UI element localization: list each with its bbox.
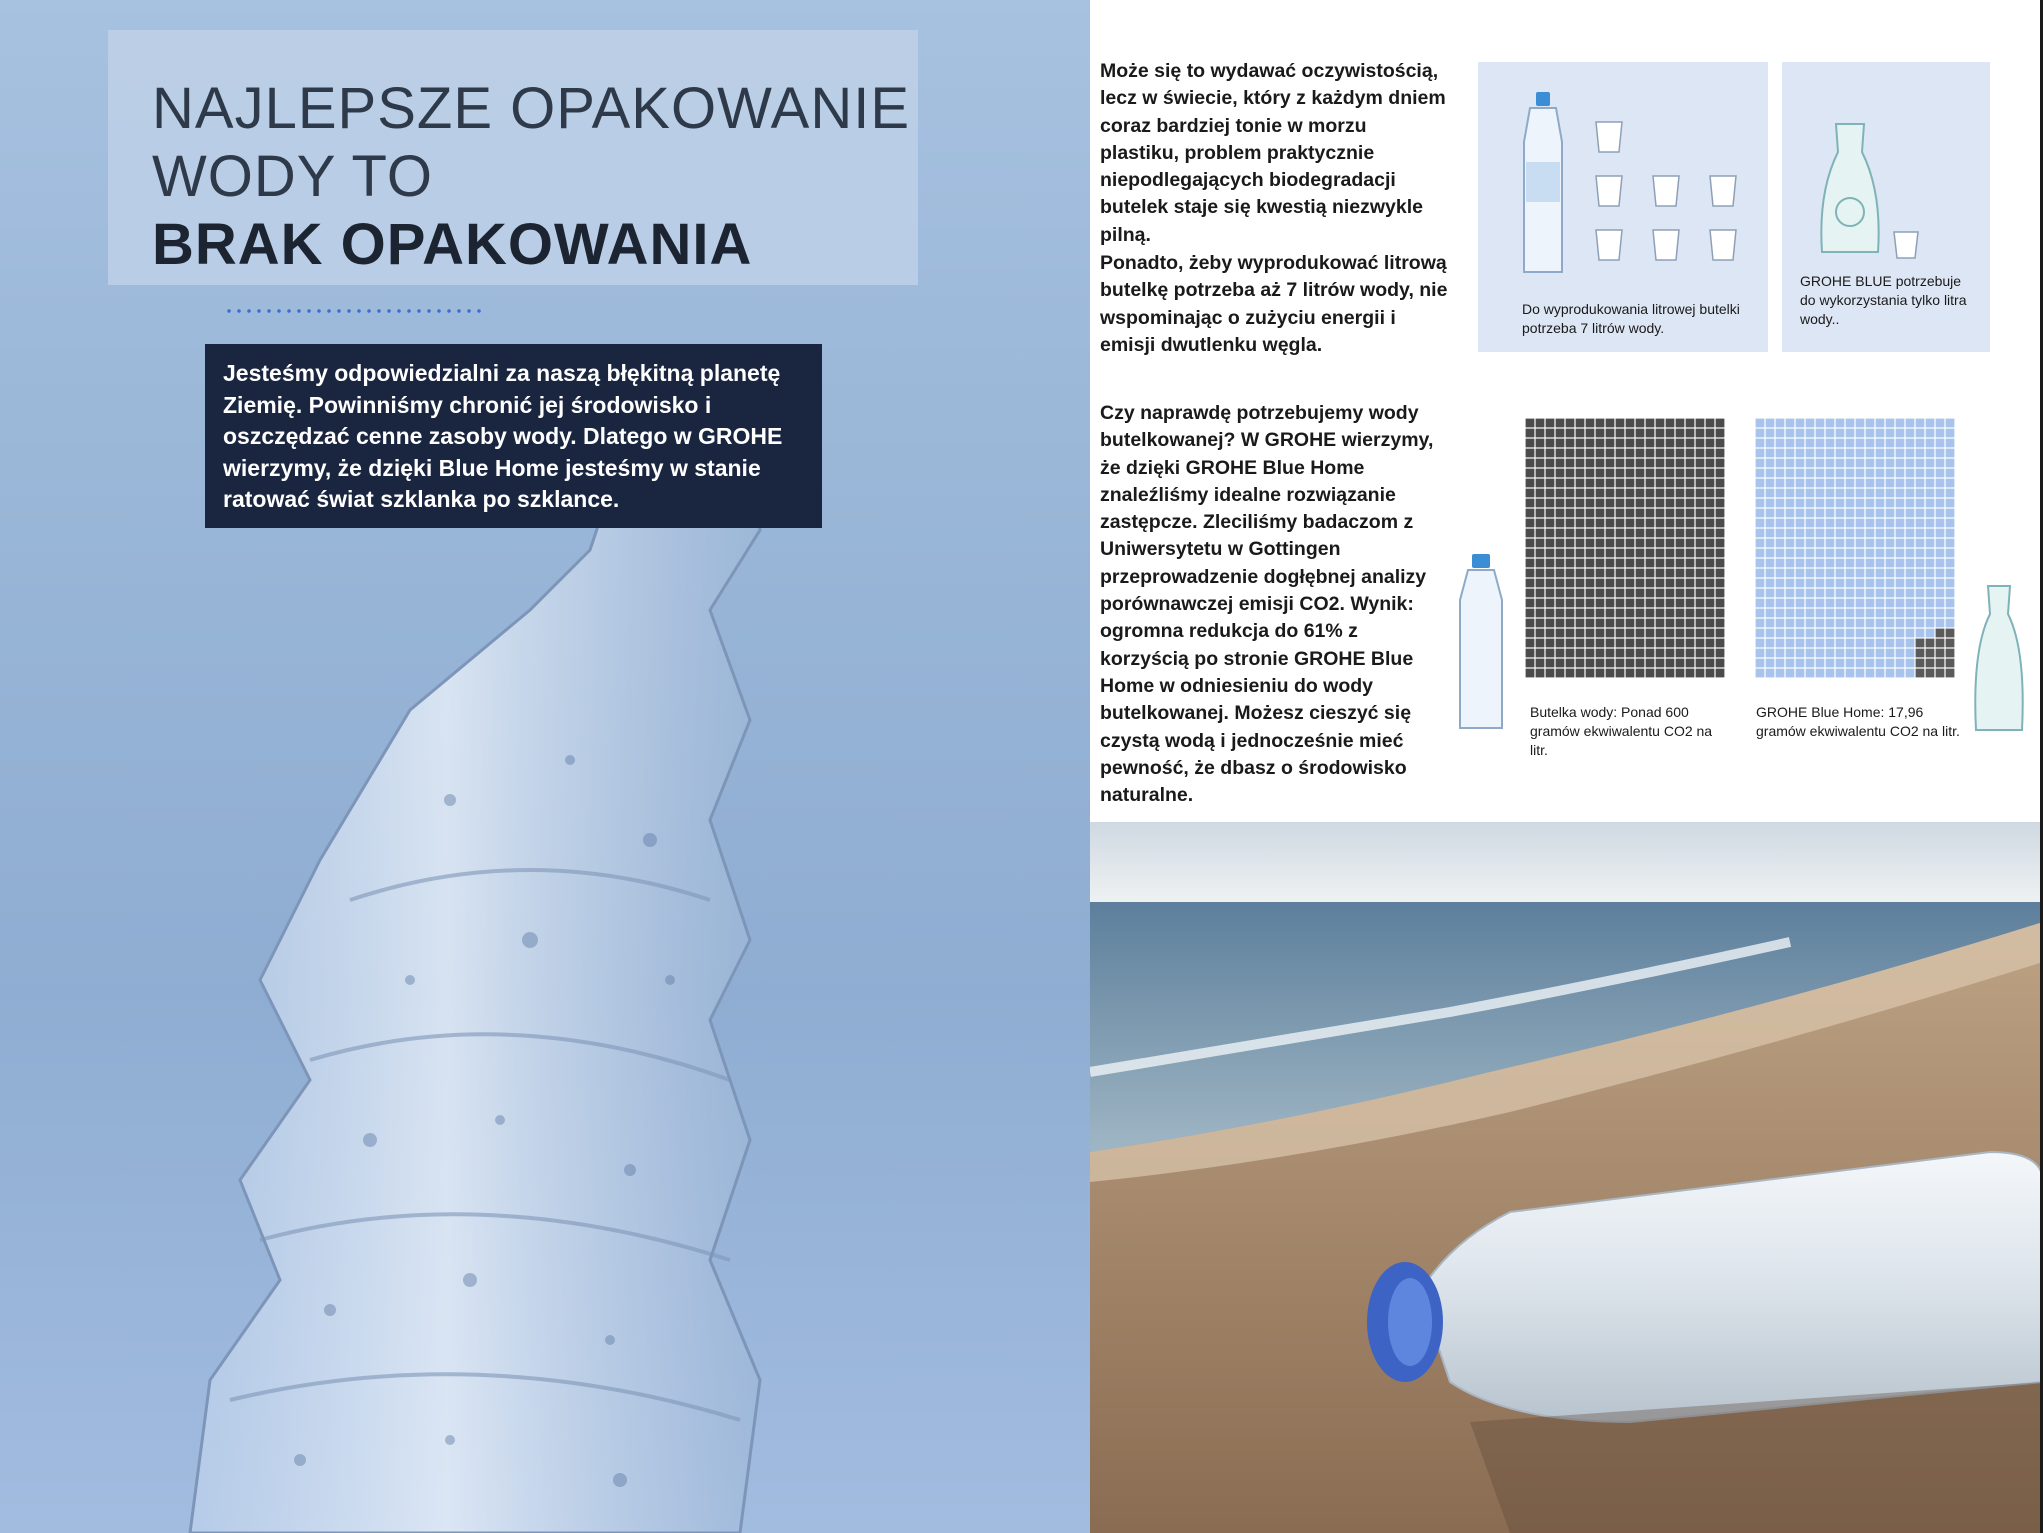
title-line-2: WODY TO xyxy=(152,144,433,209)
intro-text: Jesteśmy odpowiedzialni za naszą błękitną planetę Ziemię. Powinniśmy chronić jej środowisko i oszczędzać cenne zasoby wody. Dlatego w GROHE wierzymy, że dzięki Blue Home jesteśmy w stanie ratować świat szklanka po szklance. xyxy=(223,360,783,512)
title-line-1: NAJLEPSZE OPAKOWANIE xyxy=(152,76,911,141)
small-bottle-icon xyxy=(1450,550,1512,732)
paragraph-plastic: Może się to wydawać oczywistością, lecz w świecie, który z każdym dniem coraz bardziej tonie w morzu plastiku, problem praktycznie niepodlegających biodegradacji butelek staje się kwestią niezwykle pilną. xyxy=(1100,60,1446,246)
caption-bottle-water: Do wyprodukowania litrowej butelki potrzeba 7 litrów wody. xyxy=(1522,301,1740,336)
co2-grid-grohe-blue-home xyxy=(1755,418,1960,690)
crushed-bottle-image xyxy=(150,380,950,1533)
paragraph-seven-liters: Ponadto, żeby wyprodukować litrową butelkę potrzeba aż 7 litrów wody, nie wspominając o zużyciu energii i emisji dwutlenku węgla. xyxy=(1100,252,1448,356)
info-panel-bottle xyxy=(1478,62,1768,352)
co2-grid-bottled-water xyxy=(1525,418,1730,690)
intro-box xyxy=(205,344,822,528)
dotted-divider xyxy=(224,308,484,314)
caption-grohe-blue: GROHE BLUE potrzebuje do wykorzystania tylko litra wody.. xyxy=(1800,273,1967,327)
paragraph-co2-study: Czy naprawdę potrzebujemy wody butelkowanej? W GROHE wierzymy, że dzięki GROHE Blue Home znaleźliśmy idealne rozwiązanie zastępcze. Zleciliśmy badaczom z Uniwersytetu w Gottingen przeprowadzenie dogłębnej analizy porównawczej emisji CO2. Wynik: ogromna redukcja do 61% z korzyścią po stronie GROHE Blue Home w odniesieniu do wody butelkowanej. Możesz cieszyć się czystą wodą i jednocześnie mieć pewność, że dbasz o środowisko naturalne. xyxy=(1100,402,1434,807)
caption-co2-bottled: Butelka wody: Ponad 600 gramów ekwiwalentu CO2 na litr. xyxy=(1530,704,1713,758)
title-line-3: BRAK OPAKOWANIA xyxy=(152,212,753,277)
small-carafe-icon xyxy=(1968,580,2030,736)
caption-co2-grohe: GROHE Blue Home: 17,96 gramów ekwiwalentu CO2 na litr. xyxy=(1756,704,1960,739)
grohe-carafe-illustration xyxy=(1782,62,1990,272)
beach-bottle-photo xyxy=(1090,822,2043,1533)
right-page xyxy=(1090,0,2043,1533)
info-panel-grohe xyxy=(1782,62,1990,352)
bottle-and-cups-illustration xyxy=(1478,62,1768,292)
